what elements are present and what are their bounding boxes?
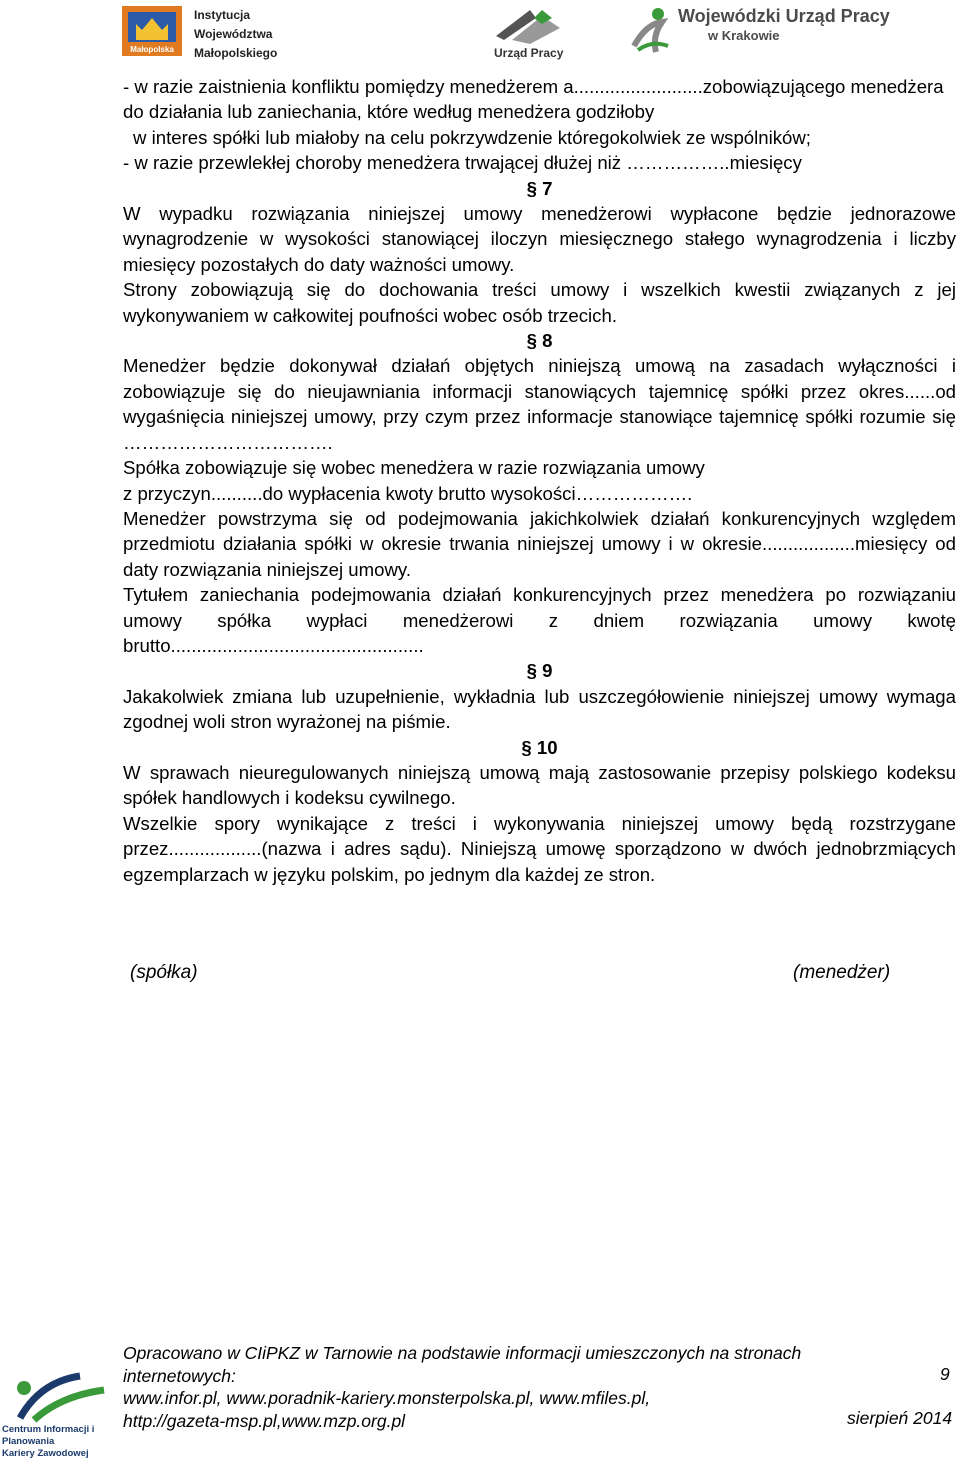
- instytucja-wojewodztwa-logo: [122, 6, 292, 58]
- paragraph-compensation: Tytułem zaniechania podejmowania działań konkurencyjnych przez menedżera po rozwiązaniu umowy spółka wypłaci menedżerowi z dniem rozwiązania umowy kwotę brutto.................................................: [123, 584, 956, 656]
- castle-icon: [122, 10, 182, 50]
- clause-illness: - w razie przewlekłej choroby menedżera trwającej dłużej niż ……………..miesięcy: [123, 152, 802, 174]
- signature-company: (spółka): [130, 962, 198, 983]
- page-header: [0, 0, 960, 70]
- ciipkz-logo: [0, 1368, 130, 1459]
- wup-title: Wojewódzki Urząd Pracy: [678, 6, 890, 26]
- logo1-line2: Województwa: [194, 27, 273, 41]
- clause-conflict: - w razie zaistnienia konfliktu pomiędzy menedżerem a.........................zobowiązującego menedżera do działania lub zaniechania, które według menedżera godziłoby: [123, 76, 944, 123]
- ciipkz-icon: [0, 1368, 110, 1424]
- page-footer: [0, 1340, 960, 1459]
- malopolska-logo-icon: [122, 6, 182, 56]
- section-9-heading: § 9: [526, 660, 553, 682]
- section-8-heading: § 8: [526, 330, 553, 352]
- paragraph-noncompete: Menedżer powstrzyma się od podejmowania jakichkolwiek działań konkurencyjnych względem przedmiotu działania spółki w okresie trwania niniejszej umowy i w okresie..................miesięcy od daty rozwiązania niniejszej umowy.: [123, 507, 956, 580]
- footer-line4: http://gazeta-msp.pl,www.mzp.org.pl: [123, 1410, 406, 1431]
- paragraph-severance: W wypadku rozwiązania niniejszej umowy menedżerowi wypłacone będzie jednorazowe wynagrodzenie w wysokości stanowiącej iloczyn miesięcznego stałego wynagrodzenia i liczby miesięcy pozostałych do daty ważności umowy.: [123, 203, 956, 275]
- wup-subtitle: w Krakowie: [708, 28, 780, 43]
- paragraph-applicable-law: W sprawach nieuregulowanych niniejszą umową mają zastosowanie przepisy polskiego kodeksu spółek handlowych i kodeksu cywilnego.: [123, 761, 956, 809]
- page-number: 9: [940, 1364, 950, 1384]
- section-10-heading: § 10: [521, 736, 558, 758]
- urzad-pracy-logo: [490, 4, 570, 60]
- footer-line3: www.infor.pl, www.poradnik-kariery.monsterpolska.pl, www.mfiles.pl,: [123, 1388, 651, 1408]
- logo1-line3: Małopolskiego: [194, 46, 278, 60]
- document-body: [123, 74, 956, 887]
- urzad-pracy-icon: [490, 4, 566, 46]
- clause-interest: w interes spółki lub miałoby na celu pokrzywdzenie któregokolwiek ze wspólników;: [133, 126, 811, 148]
- wup-krakow-logo: [628, 4, 928, 60]
- paragraph-amendments: Jakakolwiek zmiana lub uzupełnienie, wykładnia lub uszczegółowienie niniejszej umowy wymaga zgodnej woli stron wyrażonej na piśmie.: [123, 685, 956, 733]
- paragraph-payment: z przyczyn..........do wypłacenia kwoty brutto wysokości……………….: [123, 482, 693, 504]
- urzad-pracy-label: Urząd Pracy: [494, 46, 564, 60]
- ciipkz-label: Centrum Informacji i Planowania Kariery Zawodowej: [2, 1424, 95, 1459]
- logo1-line1: Instytucja: [194, 8, 251, 22]
- footer-line2: internetowych:: [123, 1365, 236, 1386]
- section-7-heading: § 7: [526, 177, 553, 199]
- paragraph-company-obligation: Spółka zobowiązuje się wobec menedżera w razie rozwiązania umowy: [123, 457, 705, 479]
- malopolska-label: Małopolska: [130, 45, 174, 54]
- wup-figure-icon: [628, 6, 674, 56]
- signature-manager: (menedżer): [793, 962, 891, 983]
- paragraph-confidentiality: Strony zobowiązują się do dochowania treści umowy i wszelkich kwestii związanych z jej wykonywaniem w całkowitej poufności wobec osób trzecich.: [123, 279, 956, 326]
- paragraph-disputes: Wszelkie spory wynikające z treści i wykonywania niniejszej umowy będą rozstrzygane przez..................(nazwa i adres sądu). Niniejszą umowę sporządzono w dwóch jednobrzmiących egzemplarzach w języku polskim, po jednym dla każdej ze stron.: [123, 812, 956, 885]
- paragraph-exclusivity: Menedżer będzie dokonywał działań objętych niniejszą umową na zasadach wyłączności i zobowiązuje się do nieujawniania informacji stanowiących tajemnicę spółki przez okres......od wygaśnięcia niniejszej umowy, przy czym przez informacje stanowiące tajemnicę spółki rozumie się …………………………….: [123, 355, 956, 453]
- footer-date: sierpień 2014: [847, 1408, 953, 1428]
- footer-source-text: [123, 1342, 843, 1432]
- instytucja-text: [194, 6, 277, 63]
- footer-line1: Opracowano w CIiPKZ w Tarnowie na podstawie informacji umieszczonych na stronach: [123, 1343, 802, 1363]
